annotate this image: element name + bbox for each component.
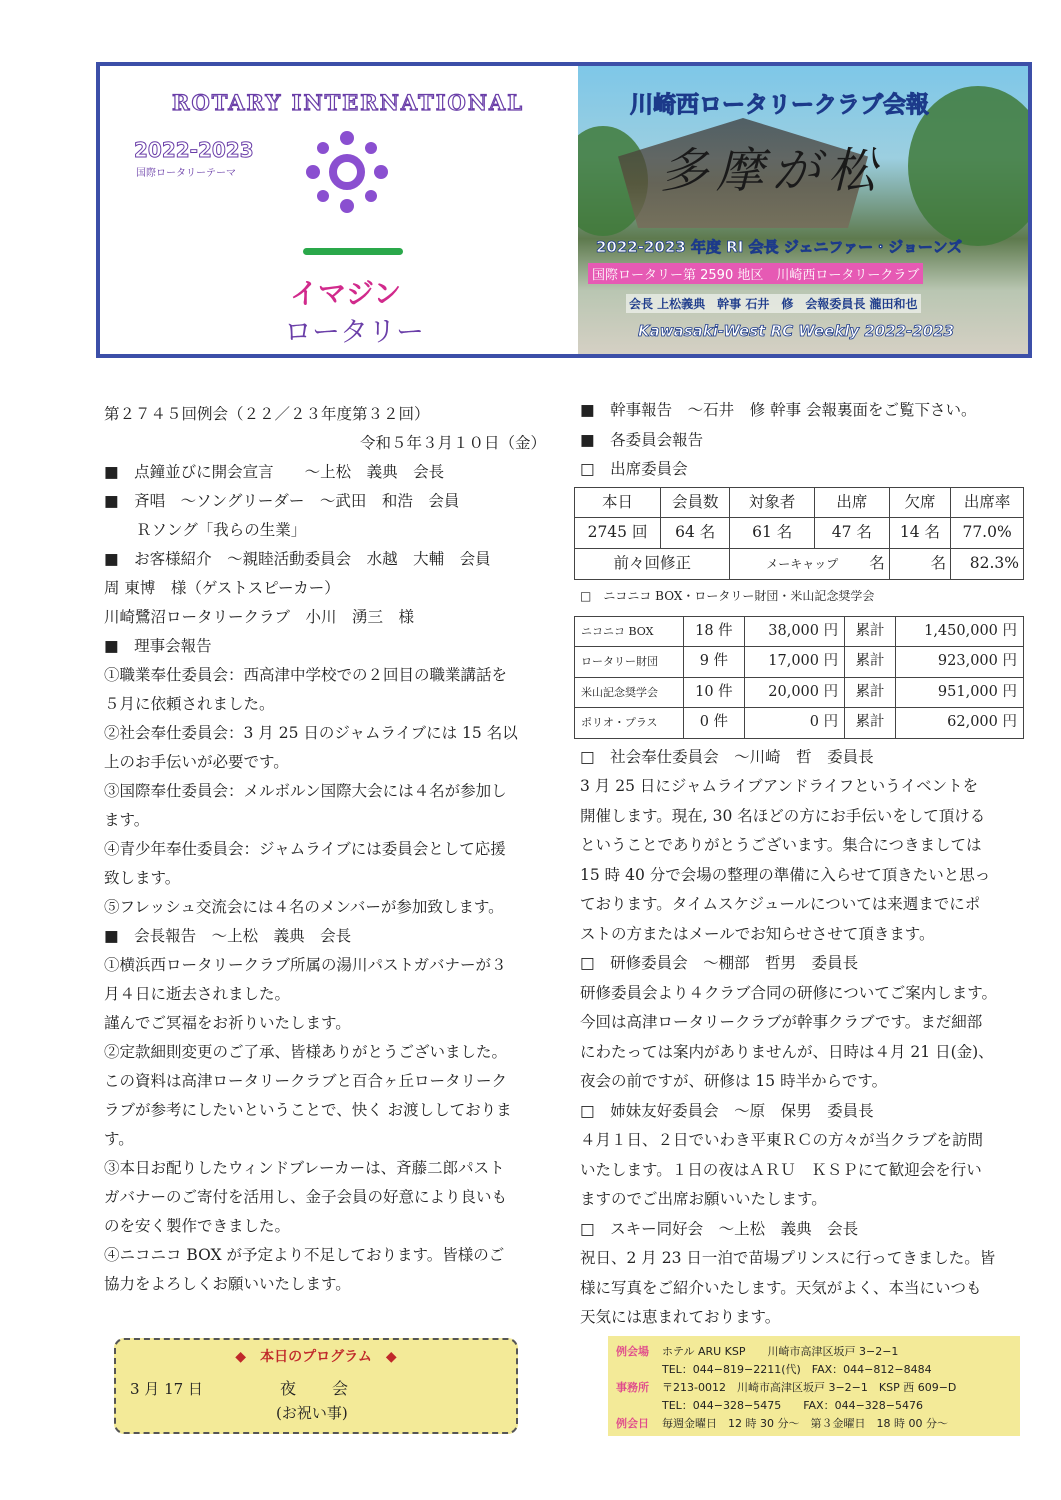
table-cell — [730, 548, 889, 580]
club-info-box — [608, 1336, 1020, 1436]
office-text: 〒213-0012 川崎市高津区坂戸 3−2−1 KSP 西 609−D — [662, 1381, 957, 1394]
text-line: □ 社会奉仕委員会 ～川崎 哲 委員長 — [580, 747, 874, 766]
text-line: ストの方またはメールでお知らせさせて頂きます。 — [580, 924, 935, 943]
text-line: ております。タイムスケジュールについては来週までにポ — [580, 895, 981, 913]
text-line: ②定款細則変更のご了承、皆様ありがとうございました。 — [104, 1043, 508, 1061]
theme-year: 2022-2023 — [134, 138, 254, 162]
table-header: 会員数 — [661, 487, 730, 518]
committee-heading: ■ 各委員会報告 — [580, 430, 704, 449]
table-cell: 累計 — [845, 616, 896, 647]
day-text: 毎週金曜日 12 時 30 分～ 第３金曜日 18 時 00 分～ — [662, 1417, 948, 1430]
text-line: 天気には恵まれております。 — [580, 1308, 781, 1326]
text-line: ガバナーのご寄付を活用し、金子会員の好意により良いも — [104, 1188, 508, 1206]
text-line: 月４日に逝去されました。 — [104, 985, 291, 1003]
table-row — [575, 708, 1024, 739]
table-cell: 0 円 — [744, 708, 844, 739]
table-cell: ロータリー財団 — [575, 647, 684, 678]
text-line: 研修委員会より４クラブ合同の研修についてご案内します。 — [580, 983, 997, 1002]
venue-text: ホテル ARU KSP 川崎市高津区坂戸 3−2−1 — [662, 1345, 899, 1358]
text-line: 3 月 25 日にジャムライブアンドライフというイベントを — [580, 777, 979, 795]
ri-president-line: 2022-2023 年度 RI 会長 ジェニファー・ジョーンズ — [596, 238, 963, 256]
table-cell: 14 名 — [889, 518, 950, 549]
table-cell: 951,000 円 — [895, 677, 1023, 708]
text-line: のを安く製作できました。 — [104, 1217, 291, 1235]
text-line: ■ 点鐘並びに開会宣言 ～上松 義典 会長 — [104, 463, 445, 481]
header-photo-panel — [578, 66, 1028, 354]
program-heading: ◆ 本日のプログラム ◆ — [235, 1349, 397, 1365]
text-line: Ｒソング「我らの生業」 — [136, 521, 307, 539]
program-date: 3 月 17 日 — [130, 1380, 203, 1398]
text-line: ③国際奉仕委員会：メルボルン国際大会には４名が参加し — [104, 782, 507, 800]
table-cell: ポリオ・プラス — [575, 708, 684, 739]
text-line: この資料は高津ロータリークラブと百合ヶ丘ロータリーク — [104, 1072, 508, 1090]
table-row — [575, 616, 1024, 647]
table-cell: 累計 — [845, 677, 896, 708]
newsletter-title: 川崎西ロータリークラブ会報 — [630, 92, 929, 118]
text-line: にわたっては案内がありませんが、日時は４月 21 日(金)、 — [580, 1042, 994, 1061]
table-cell: 米山記念奨学会 — [575, 677, 684, 708]
text-line: □ スキー同好会 ～上松 義典 会長 — [580, 1219, 859, 1238]
ri-theme-panel — [100, 66, 578, 354]
text-line: ①横浜西ロータリークラブ所属の湯川パストガバナーが３ — [104, 956, 507, 974]
table-cell: 38,000 円 — [744, 616, 844, 647]
ri-title: ROTARY INTERNATIONAL — [172, 90, 525, 115]
text-line: ■ 理事会報告 — [104, 637, 212, 655]
text-line: ①職業奉仕委員会：西高津中学校での２回目の職業講話を — [104, 666, 508, 684]
table-cell: 名 — [889, 548, 950, 580]
attendance-table — [574, 487, 1024, 581]
attendance-heading: □ 出席委員会 — [580, 460, 688, 478]
text-line: 夜会の前ですが、研修は 15 時半からです。 — [580, 1072, 888, 1090]
venue-tel: TEL：044−819−2211(代) FAX：044−812−8484 — [662, 1363, 932, 1376]
meeting-number: 第２７４５回例会（２２／２３年度第３２回） — [104, 405, 430, 423]
office-label: 事務所 — [616, 1381, 649, 1394]
text-line: ■ 斉唱 ～ソングリーダー ～武田 和浩 会員 — [104, 492, 460, 510]
program-note: (お祝い事) — [276, 1404, 348, 1422]
venue-row — [616, 1344, 898, 1360]
text-line: ④青少年奉仕委員会：ジャムライブには委員会として応援 — [104, 840, 506, 858]
text-line: ラブが参考にしたいということで、快く お渡ししておりま — [104, 1101, 512, 1119]
text-line: ■ 会長報告 ～上松 義典 会長 — [104, 927, 352, 945]
imagine-logo-icon — [305, 130, 389, 214]
text-line: ４月１日、２日でいわき平東ＲＣの方々が当クラブを訪問 — [580, 1131, 984, 1149]
table-cell: 18 件 — [683, 616, 744, 647]
text-line: す。 — [104, 1130, 134, 1148]
table-header: 出席 — [814, 487, 889, 518]
text-line: 祝日、2 月 23 日一泊で苗場プリンスに行ってきました。皆 — [580, 1249, 996, 1267]
table-cell: ニコニコ BOX — [575, 616, 684, 647]
table-cell: 62,000 円 — [895, 708, 1023, 739]
text-line: 開催します。現在, 30 名ほどの方にお手伝いをして頂ける — [580, 806, 986, 825]
text-line: 上のお手伝いが必要です。 — [104, 753, 289, 771]
text-line: □ 研修委員会 ～棚部 哲男 委員長 — [580, 954, 859, 972]
table-row — [575, 487, 1024, 518]
theme-line-2: ロータリー — [284, 315, 425, 348]
text-line: 今回は高津ロータリークラブが幹事クラブです。まだ細部 — [580, 1013, 983, 1031]
text-line: ます。 — [104, 811, 150, 829]
left-column — [104, 400, 554, 1299]
table-cell: 0 件 — [683, 708, 744, 739]
text-line: ということでありがとうございます。集合につきましては — [580, 836, 982, 854]
meeting-day-row — [616, 1416, 948, 1432]
table-cell: 1,450,000 円 — [895, 616, 1023, 647]
table-row — [575, 647, 1024, 678]
table-cell: 61 名 — [730, 518, 815, 549]
table-cell: 20,000 円 — [744, 677, 844, 708]
meeting-date: 令和５年３月１０日（金） — [359, 434, 546, 452]
text-line: ④ニコニコ BOX が予定より不足しております。皆様のご — [104, 1246, 505, 1264]
makeup-label: メーキャップ — [766, 556, 839, 571]
green-divider — [303, 248, 403, 255]
table-cell: 923,000 円 — [895, 647, 1023, 678]
table-cell: 9 件 — [683, 647, 744, 678]
table-row — [575, 518, 1024, 549]
table-cell: 64 名 — [661, 518, 730, 549]
text-line: ５月に依頼されました。 — [104, 695, 275, 713]
text-line: 様に写真をご紹介いたします。天気がよく、本当にいつも — [580, 1278, 982, 1297]
text-line: 致します。 — [104, 869, 181, 887]
text-line: ②社会奉仕委員会：3 月 25 日のジャムライブには 15 名以 — [104, 724, 518, 742]
table-row — [575, 548, 1024, 580]
box-heading: □ ニコニコ BOX・ロータリー財団・米山記念奨学会 — [580, 589, 875, 603]
calligraphy-title: 多摩が松 — [660, 143, 885, 199]
table-header: 出席率 — [951, 487, 1024, 518]
venue-label: 例会場 — [616, 1345, 649, 1358]
table-header: 本日 — [575, 487, 661, 518]
theme-label: 国際ロータリーテーマ — [136, 168, 236, 179]
text-line: 周 東博 様（ゲストスピーカー） — [104, 579, 340, 597]
table-cell: 前々回修正 — [575, 548, 730, 580]
office-row — [616, 1380, 956, 1396]
text-line: いたします。１日の夜はＡＲＵ ＫＳＰにて歓迎会を行い — [580, 1160, 982, 1179]
text-line: □ 姉妹友好委員会 ～原 保男 委員長 — [580, 1101, 874, 1120]
right-column — [580, 396, 1025, 1333]
text-line: ⑤フレッシュ交流会には４名のメンバーが参加致します。 — [104, 898, 504, 916]
newsletter-header — [96, 62, 1032, 358]
table-cell: 77.0% — [951, 518, 1024, 549]
table-cell: 47 名 — [814, 518, 889, 549]
secretary-report: ■ 幹事報告 ～石井 修 幹事 会報裏面をご覧下さい。 — [580, 401, 977, 419]
text-line: 協力をよろしくお願いいたします。 — [104, 1275, 351, 1293]
text-line: 15 時 40 分で会場の整理の準備に入らせて頂きたいと思っ — [580, 865, 991, 884]
todays-program-box — [114, 1338, 518, 1434]
officers-line: 会長 上松義典 幹事 石井 修 会報委員長 瀧田和也 — [626, 294, 921, 313]
text-line: ■ お客様紹介 ～親睦活動委員会 水越 大輔 会員 — [104, 550, 491, 568]
table-cell: 累計 — [845, 647, 896, 678]
table-cell: 10 件 — [683, 677, 744, 708]
table-header: 欠席 — [889, 487, 950, 518]
text-line: 川崎鷺沼ロータリークラブ 小川 湧三 様 — [104, 608, 415, 626]
table-cell: 累計 — [845, 708, 896, 739]
theme-line-1: イマジン — [290, 277, 402, 310]
day-label: 例会日 — [616, 1417, 649, 1430]
table-cell: 82.3% — [951, 548, 1024, 580]
table-header: 対象者 — [730, 487, 815, 518]
weekly-line: Kawasaki-West RC Weekly 2022-2023 — [638, 322, 955, 340]
text-line: ③本日お配りしたウィンドブレーカーは、斉藤二郎パスト — [104, 1159, 505, 1177]
table-cell: 17,000 円 — [744, 647, 844, 678]
program-event: 夜 会 — [280, 1379, 359, 1398]
district-line: 国際ロータリー第 2590 地区 川崎西ロータリークラブ — [588, 263, 923, 284]
table-cell: 2745 回 — [575, 518, 661, 549]
table-row — [575, 677, 1024, 708]
text-line: ますのでご出席お願いいたします。 — [580, 1190, 827, 1208]
makeup-unit: 名 — [869, 553, 885, 572]
office-tel: TEL：044−328−5475 FAX：044−328−5476 — [662, 1399, 924, 1412]
donation-table — [574, 616, 1024, 739]
text-line: 謹んでご冥福をお祈りいたします。 — [104, 1014, 351, 1032]
